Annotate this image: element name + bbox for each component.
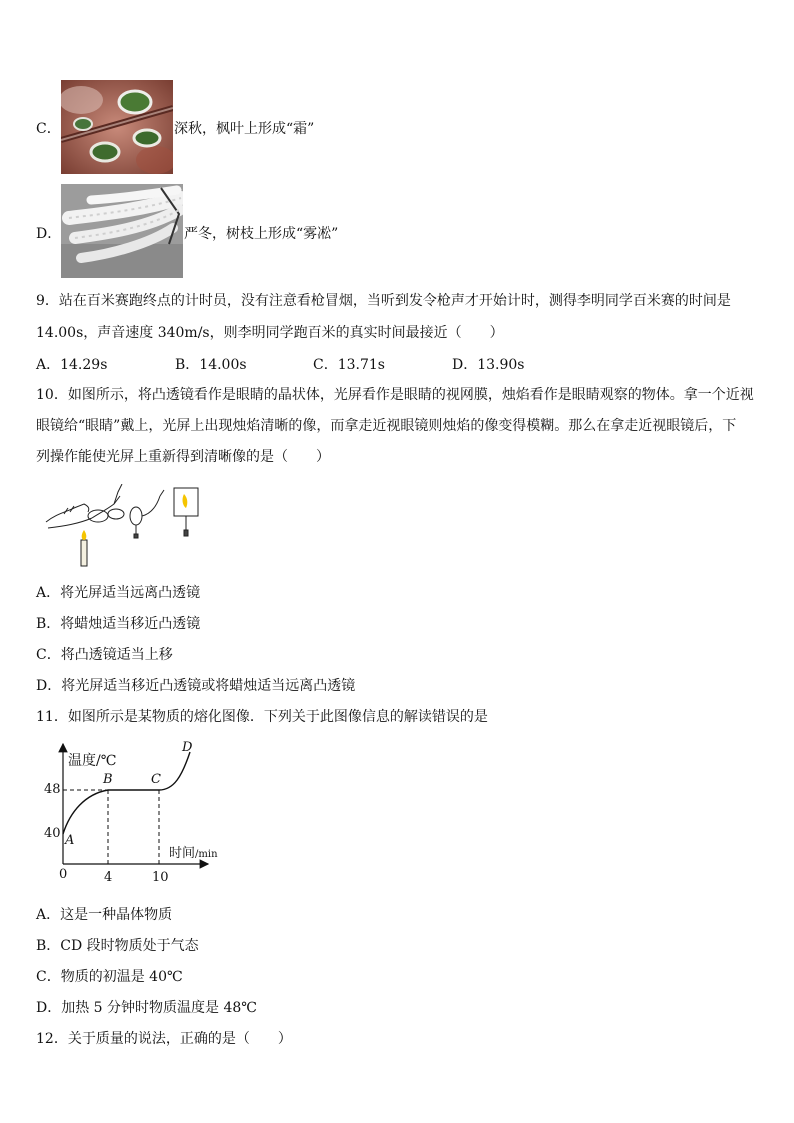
tick-x-10: 10 [152,870,169,885]
segment-ab [63,790,108,834]
tick-y-48: 48 [44,782,61,797]
point-label-b: B [103,772,113,787]
frost-leaf-photo [61,80,173,174]
candle-flame-icon [82,530,87,540]
q11-line1: 11．如图所示是某物质的熔化图像．下列关于此图像信息的解读错误的是 [36,709,488,725]
q9-option-b: B．14.00s [175,357,247,373]
option-c-letter: C． [36,121,61,137]
melting-graph [40,740,240,890]
q10-line2: 眼镜给“眼睛”戴上，光屏上出现烛焰清晰的像，而拿走近视眼镜则烛焰的像变得模糊。那么在拿走近视眼镜后，下 [36,418,737,434]
frost-branch-photo [61,184,183,278]
q11-option-a: A．这是一种晶体物质 [36,907,173,923]
option-d-text: 严冬，树枝上形成“雾凇” [184,226,339,242]
option-c-text: 深秋，枫叶上形成“霜” [174,121,315,137]
q11-option-c: C．物质的初温是 40℃ [36,969,183,985]
q9-option-d: D．13.90s [452,357,525,373]
q10-option-b: B．将蜡烛适当移近凸透镜 [36,616,201,632]
q10-line1: 10．如图所示，将凸透镜看作是眼睛的晶状体，光屏看作是眼睛的视网膜，烛焰看作是眼睛观察的物体。拿一个近视 [36,387,754,403]
option-d-letter: D． [36,226,62,242]
graph-y-label: 温度/℃ [68,753,117,769]
graph-x-label [169,842,218,861]
q11-option-b: B．CD 段时物质处于气态 [36,938,199,954]
q9-line1: 9．站在百米赛跑终点的计时员，没有注意看枪冒烟，当听到发令枪声才开始计时，测得李明同学百米赛的时间是 [36,293,731,309]
q10-option-d: D．将光屏适当移近凸透镜或将蜡烛适当远离凸透镜 [36,678,356,694]
tick-x-4: 4 [104,870,113,885]
q10-option-c: C．将凸透镜适当上移 [36,647,173,663]
segment-cd [159,752,190,790]
q10-line3: 列操作能使光屏上重新得到清晰像的是（ ） [36,449,330,465]
q11-option-d: D．加热 5 分钟时物质温度是 48℃ [36,1000,257,1016]
q9-option-c: C．13.71s [313,357,385,373]
point-label-d: D [182,740,193,755]
q9-option-a: A．14.29s [36,357,108,373]
image-flame-icon [183,494,188,508]
q12-line1: 12．关于质量的说法，正确的是（ ） [36,1031,292,1047]
point-label-a: A [65,833,75,848]
eye-model-figure [44,484,214,568]
graph-x-label-unit: /min [195,849,218,860]
graph-x-label-main: 时间 [169,846,196,861]
q10-option-a: A．将光屏适当远离凸透镜 [36,585,201,601]
tick-x-0: 0 [59,867,68,882]
point-label-c: C [151,772,161,787]
tick-y-40: 40 [44,826,61,841]
q9-line2: 14.00s，声音速度 340m/s，则李明同学跑百米的真实时间最接近（ ） [36,325,504,341]
